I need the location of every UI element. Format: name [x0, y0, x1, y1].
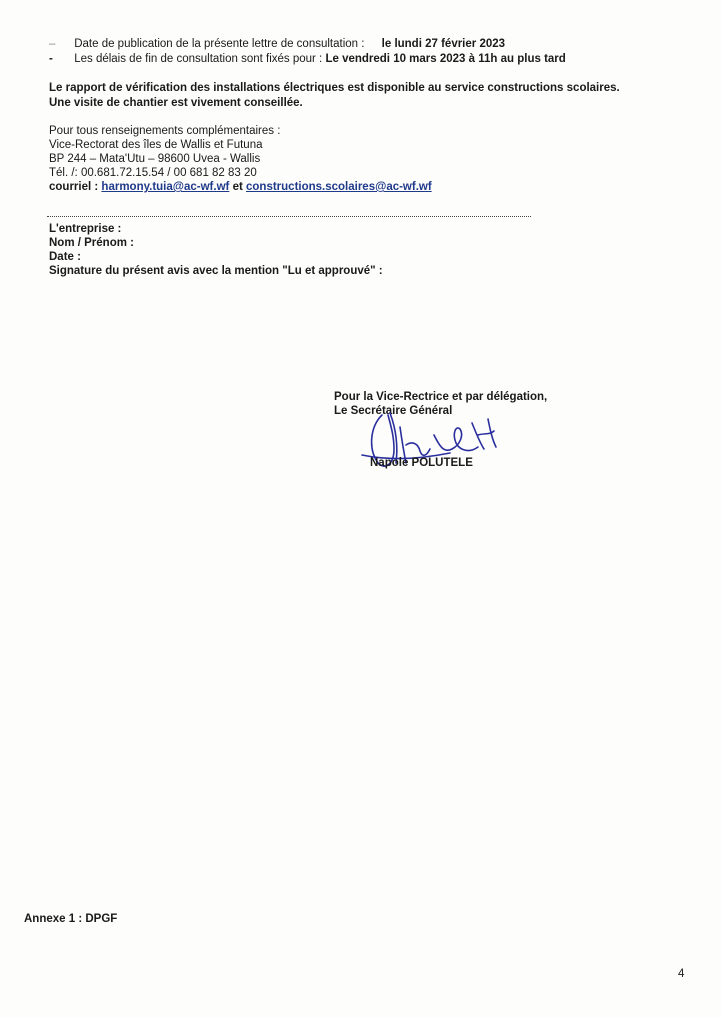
contact-address: BP 244 – Mata'Utu – 98600 Uvea - Wallis	[49, 153, 261, 165]
bullet-marker: -	[49, 53, 53, 65]
email-separator: et	[232, 181, 243, 193]
field-company: L'entreprise :	[49, 223, 122, 235]
bullet-value: Le vendredi 10 mars 2023 à 11h au plus tard	[325, 53, 566, 65]
annex-label: Annexe 1 : DPGF	[24, 913, 118, 925]
bullet-value: le lundi 27 février 2023	[381, 38, 506, 50]
field-name: Nom / Prénom :	[49, 237, 134, 249]
email-link-harmony[interactable]: harmony.tuia@ac-wf.wf	[101, 181, 230, 193]
field-date: Date :	[49, 251, 81, 263]
bullet-publication-date	[49, 38, 505, 50]
bullet-deadline	[49, 53, 566, 65]
bullet-marker: –	[49, 38, 56, 50]
signatory-name: Napole POLUTELE	[370, 457, 473, 469]
contact-phone: Tél. /: 00.681.72.15.54 / 00 681 82 83 20	[49, 167, 257, 179]
signatory-line-1: Pour la Vice-Rectrice et par délégation,	[334, 391, 548, 403]
field-signature: Signature du présent avis avec la mention "Lu et approuvé" :	[49, 265, 383, 277]
signatory-line-2: Le Secrétaire Général	[334, 405, 453, 417]
email-label: courriel :	[49, 181, 99, 193]
notice-line-2: Une visite de chantier est vivement conseillée.	[49, 97, 303, 109]
bullet-label: Date de publication de la présente lettre de consultation :	[74, 38, 365, 50]
bullet-label: Les délais de fin de consultation sont fixés pour :	[74, 53, 323, 65]
contact-intro: Pour tous renseignements complémentaires :	[49, 125, 281, 137]
email-link-constructions[interactable]: constructions.scolaires@ac-wf.wf	[246, 181, 432, 193]
page-number: 4	[678, 968, 685, 980]
contact-org: Vice-Rectorat des îles de Wallis et Futuna	[49, 139, 263, 151]
contact-email-line	[49, 181, 432, 193]
notice-line-1: Le rapport de vérification des installations électriques est disponible au service constructions scolaires.	[49, 82, 620, 94]
separator-line	[47, 216, 531, 217]
